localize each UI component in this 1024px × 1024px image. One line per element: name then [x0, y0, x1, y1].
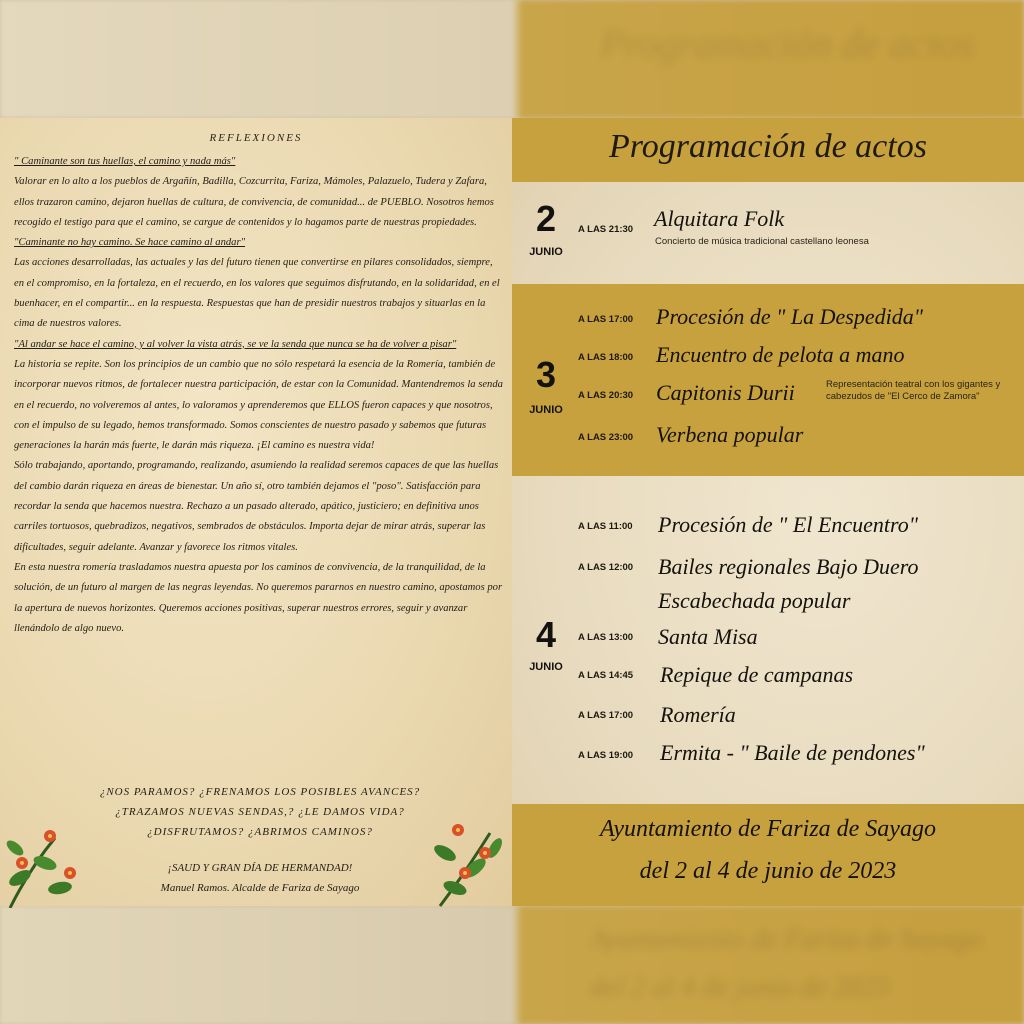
reflection-quote-3: "Al andar se hace el camino, y al volver la vista atrás, se ve la senda que nunca se ha de volver a pisar" [14, 338, 457, 350]
program-panel [512, 118, 1024, 906]
reflection-paragraph-4: Sólo trabajando, aportando, programando, realizando, asumiendo la realidad seremos capaces de que las huellas del cambio darán riqueza en áreas de bienestar. Un año sí, otro también dejamos el "poso". Satisfacción para recordar la senda que hacemos nuestra. Rechazo a un pasado alterado, apático, justiciero; en definitiva unos carriles tortuosos, quebradizos, negativos, sembrados de obstáculos. Importa dejar de mirar atrás, superar las dificultades, seguir adelante. Avanzar y favorece los ritmos vitales. [14, 460, 499, 553]
question-line-1: ¿NOS PARAMOS? ¿FRENAMOS LOS POSIBLES AVANCES? [99, 786, 421, 798]
event-description: Concierto de música tradicional castellano leonesa [655, 236, 869, 247]
event-time: A LAS 20:30 [578, 390, 634, 401]
reflections-signoff [80, 858, 440, 898]
event-time: A LAS 17:00 [578, 710, 634, 721]
event-time: A LAS 19:00 [578, 750, 634, 761]
event-name: Repique de campanas [660, 662, 854, 687]
day-4-label: JUNIO [529, 661, 563, 673]
event-time: A LAS 11:00 [578, 521, 633, 532]
reflection-quote-2: "Caminante no hay camino. Se hace camino al andar" [14, 237, 246, 249]
blurred-background-top [0, 0, 1024, 118]
blurred-footer-ghost [590, 916, 982, 1012]
blurred-title-ghost: Programación de actos [600, 21, 975, 66]
day-4-number: 4 [535, 614, 557, 655]
footer-dates: del 2 al 4 de junio de 2023 [639, 858, 897, 884]
program-footer [512, 804, 1024, 906]
event-description: Representación teatral con los gigantes y cabezudos de "El Cerco de Zamora" [826, 379, 1001, 402]
flower-decoration-center-icon [430, 818, 512, 908]
blurred-footer-ghost-line2: del 2 al 4 de junio de 2023 [590, 972, 890, 1003]
event-name: Romería [660, 702, 736, 727]
day-2-number: 2 [535, 198, 557, 239]
question-line-3: ¿DISFRUTAMOS? ¿ABRIMOS CAMINOS? [147, 826, 373, 838]
event-name: Ermita - " Baile de pendones" [660, 740, 925, 765]
event-time: A LAS 23:00 [578, 432, 634, 443]
event-name: Verbena popular [656, 422, 804, 447]
reflections-text [14, 152, 504, 639]
day-2-label: JUNIO [529, 246, 563, 258]
event-name: Alquitara Folk [654, 206, 785, 231]
reflection-quote-1: " Caminante son tus huellas, el camino y nada más" [14, 156, 236, 167]
day-3-band [512, 284, 1024, 476]
reflection-paragraph-3: La historia se repite. Son los principios de un cambio que no sólo respetará la esencia de la Romería, también de incorporar nuevos ritmos, de fortalecer nuestra participación, de estar con la Comunidad. Mantendremos la senda en el recuerdo, no volveremos al antes, lo valoramos y aprenderemos que ELLOS fueron capaces y que nosotros, con el impulso de su legado, hemos transformado. Somos conscientes de nuestro pasado y sabemos que futuras generaciones la harán más fuerte, le darán más riqueza. ¡El camino es nuestra vida! [14, 358, 503, 452]
event-time: A LAS 12:00 [578, 562, 634, 573]
blurred-footer-ghost-line1: Ayuntamiento de Fariza de Sayago [590, 924, 982, 955]
event-name: Santa Misa [658, 624, 758, 649]
event-name: Capitonis Durii [656, 380, 795, 405]
event-name: Bailes regionales Bajo Duero [658, 554, 919, 579]
reflection-paragraph-1: Valorar en lo alto a los pueblos de Argañín, Badilla, Cozcurrita, Fariza, Mámoles, Palazuelo, Tudera y Zafara, ellos trazaron camino, dejaron huellas de cultura, de convivencia, de comunidad... de PUEBLO. Nosotros hemos recogido el testigo para que el camino, se cargue de contenidos y lo hagamos parte de nuestras propiedades. [14, 176, 494, 228]
event-name: Procesión de " El Encuentro" [658, 512, 919, 537]
event-time: A LAS 21:30 [578, 224, 634, 235]
program-title: Programación de actos [609, 128, 927, 165]
day-3-label: JUNIO [529, 404, 563, 416]
event-time: A LAS 18:00 [578, 352, 634, 363]
program-header [512, 118, 1024, 182]
reflections-panel [0, 118, 512, 906]
greeting: ¡SAUD Y GRAN DÍA DE HERMANDAD! [167, 862, 353, 874]
reflections-questions [60, 782, 460, 842]
flower-decoration-icon [0, 818, 90, 908]
event-name: Escabechada popular [658, 588, 851, 613]
event-name: Procesión de " La Despedida" [656, 304, 923, 329]
question-line-2: ¿TRAZAMOS NUEVAS SENDAS,? ¿LE DAMOS VIDA? [115, 806, 405, 818]
reflection-paragraph-2: Las acciones desarrolladas, las actuales y las del futuro tienen que convertirse en pilares consolidados, siempre, en el compromiso, en la fortaleza, en el recuerdo, en los valores que seguimos disfrutando, en la solidaridad, en el buenhacer, en el compartir... en la respuesta. Respuestas que han de presidir nuestros trabajos y situarlas en la cima de nuestros valores. [14, 257, 500, 330]
day-3-number: 3 [535, 354, 557, 395]
reflection-paragraph-5: En esta nuestra romería trasladamos nuestra apuesta por los caminos de convivencia, de la tranquilidad, de la solución, de un futuro al margen de las negras leyendas. No queremos pararnos en nuestro camino, apostamos por la apertura de nuevos horizontes. Queremos acciones positivas, superar nuestros errores, seguir y avanzar llenándolo de algo nuevo. [14, 561, 503, 634]
blurred-background-bottom [0, 906, 1024, 1024]
reflections-title: REFLEXIONES [209, 132, 303, 144]
footer-organizer: Ayuntamiento de Fariza de Sayago [600, 816, 936, 842]
event-name: Encuentro de pelota a mano [656, 342, 905, 367]
event-time: A LAS 14:45 [578, 670, 634, 681]
event-time: A LAS 13:00 [578, 632, 634, 643]
signature: Manuel Ramos. Alcalde de Fariza de Sayago [160, 882, 360, 894]
event-time: A LAS 17:00 [578, 314, 634, 325]
